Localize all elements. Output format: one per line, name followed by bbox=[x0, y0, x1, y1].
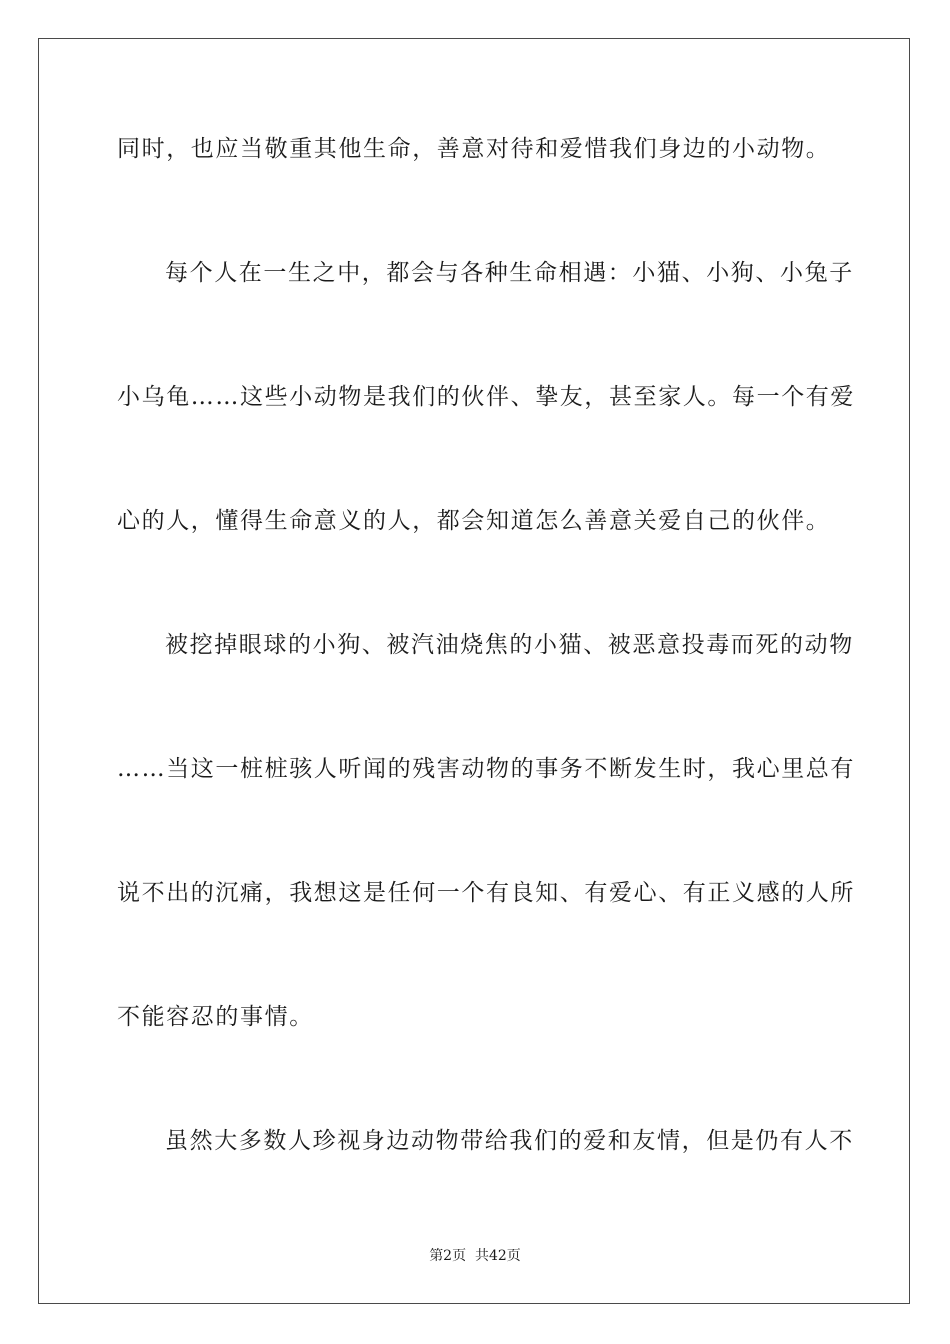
text-line-4: 心的人，懂得生命意义的人，都会知道怎么善意关爱自己的伙伴。 bbox=[117, 508, 831, 534]
text-line-2: 每个人在一生之中，都会与各种生命相遇：小猫、小狗、小兔子 bbox=[165, 260, 854, 286]
text-line-1: 同时，也应当敬重其他生命，善意对待和爱惜我们身边的小动物。 bbox=[117, 136, 831, 162]
text-line-9: 虽然大多数人珍视身边动物带给我们的爱和友情，但是仍有人不 bbox=[165, 1128, 854, 1154]
text-line-5: 被挖掉眼球的小狗、被汽油烧焦的小猫、被恶意投毒而死的动物 bbox=[165, 632, 854, 658]
page-border bbox=[38, 38, 910, 1304]
text-line-7: 说不出的沉痛，我想这是任何一个有良知、有爱心、有正义感的人所 bbox=[117, 880, 855, 906]
text-line-6: ……当这一桩桩骇人听闻的残害动物的事务不断发生时，我心里总有 bbox=[117, 756, 855, 782]
page-number: 第2页 共42页 bbox=[429, 1248, 521, 1264]
text-line-3: 小乌龟……这些小动物是我们的伙伴、挚友，甚至家人。每一个有爱 bbox=[117, 384, 855, 410]
text-line-8: 不能容忍的事情。 bbox=[117, 1004, 314, 1030]
